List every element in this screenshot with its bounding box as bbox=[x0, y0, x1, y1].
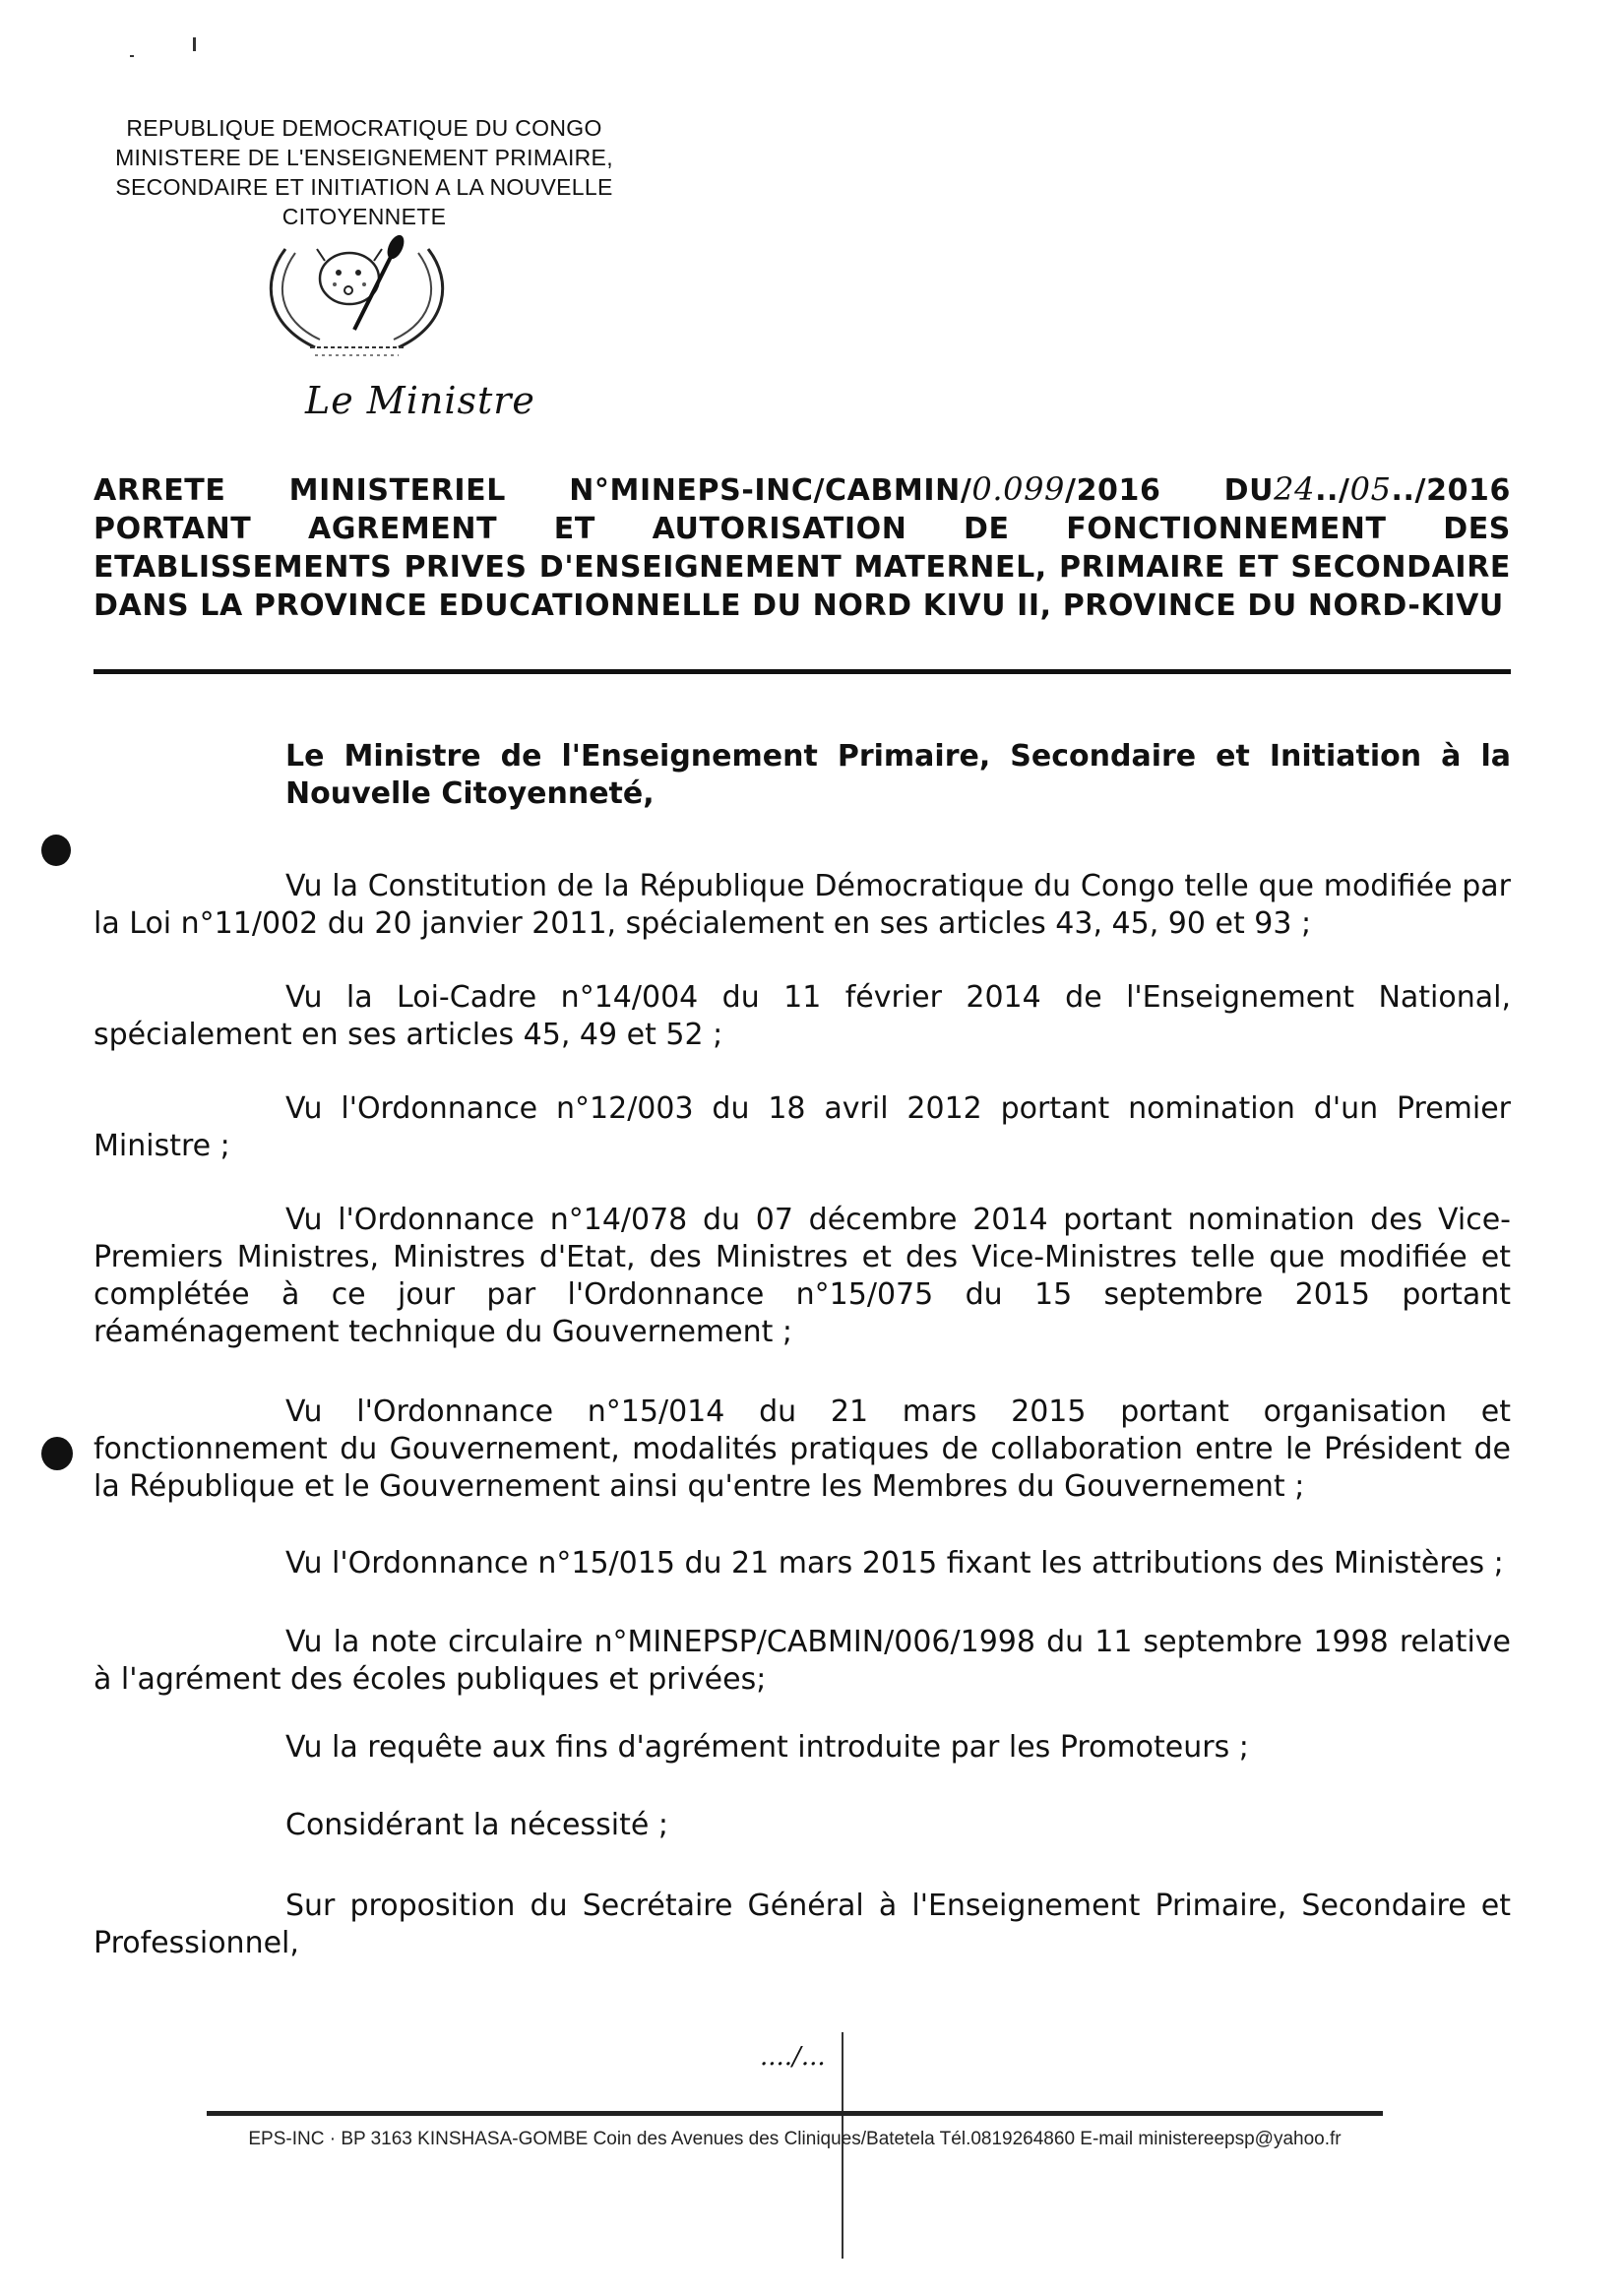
footer-rule bbox=[207, 2111, 1383, 2116]
preamble-paragraph: Vu la note circulaire n°MINEPSP/CABMIN/006/1998 du 11 septembre 1998 relative à l'agrément des écoles publiques et privées; bbox=[94, 1625, 1511, 1697]
letterhead-ministry-line3: CITOYENNETE bbox=[281, 204, 447, 229]
decree-date-suffix: ../2016 bbox=[1391, 473, 1511, 508]
preamble-paragraph: Vu la requête aux fins d'agrément introduite par les Promoteurs ; bbox=[285, 1730, 1249, 1765]
decree-day-separator: ../ bbox=[1315, 473, 1350, 508]
letterhead-ministry-line2: SECONDAIRE ET INITIATION A LA NOUVELLE bbox=[115, 174, 613, 200]
preamble-paragraph: Vu l'Ordonnance n°15/014 du 21 mars 2015 portant organisation et fonctionnement du Gouvernement, modalités pratiques de collaboration entre le Président de la République et le Gouvernement ainsi qu'entre les Membres du Gouvernement ; bbox=[94, 1395, 1511, 1504]
addressee: Le Ministre de l'Enseignement Primaire, Secondaire et Initiation à la Nouvelle Citoyenneté, bbox=[285, 739, 1511, 811]
preamble-paragraph: Vu l'Ordonnance n°14/078 du 07 décembre 2014 portant nomination des Vice-Premiers Ministres, Ministres d'Etat, des Ministres et des Vice-Ministres telle que modifiée et complétée à ce jour par l'Ordonnance n°15/075 du 15 septembre 2015 portant réaménagement technique du Gouvernement ; bbox=[94, 1203, 1511, 1349]
decree-title bbox=[94, 470, 1511, 625]
decree-subject: PORTANT AGREMENT ET AUTORISATION DE FONCTIONNEMENT DES ETABLISSEMENTS PRIVES D'ENSEIGNEMENT MATERNEL, PRIMAIRE ET SECONDAIRE DANS LA PROVINCE EDUCATIONNELLE DU NORD KIVU II, PROVINCE DU NORD-KIVU bbox=[94, 512, 1511, 623]
decree-number-handwritten: 0.099 bbox=[971, 470, 1066, 508]
letterhead bbox=[79, 113, 650, 231]
preamble-paragraph: Considérant la nécessité ; bbox=[285, 1808, 668, 1842]
scan-mark bbox=[193, 37, 196, 51]
preamble-paragraph: Vu l'Ordonnance n°15/015 du 21 mars 2015 fixant les attributions des Ministères ; bbox=[285, 1546, 1504, 1581]
letterhead-ministry-line1: MINISTERE DE L'ENSEIGNEMENT PRIMAIRE, bbox=[115, 145, 613, 170]
minister-signature-title: Le Ministre bbox=[305, 379, 535, 422]
footer-address: EPS-INC · BP 3163 KINSHASA-GOMBE Coin des Avenues des Cliniques/Batetela Tél.0819264860 E-mail ministereepsp@yahoo.fr bbox=[248, 2129, 1342, 2149]
paraph-initials: ..../... bbox=[760, 2042, 826, 2072]
scan-mark bbox=[130, 55, 134, 57]
preamble-paragraph: Sur proposition du Secrétaire Général à l'Enseignement Primaire, Secondaire et Professionnel, bbox=[94, 1889, 1511, 1960]
decree-month-handwritten: 05 bbox=[1349, 470, 1392, 508]
decree-year: /2016 DU bbox=[1065, 473, 1275, 508]
decree-day-handwritten: 24 bbox=[1274, 470, 1316, 508]
preamble-paragraph: Vu la Loi-Cadre n°14/004 du 11 février 2014 de l'Enseignement National, spécialement en ses articles 45, 49 et 52 ; bbox=[94, 980, 1511, 1052]
preamble-paragraph: Vu l'Ordonnance n°12/003 du 18 avril 2012 portant nomination d'un Premier Ministre ; bbox=[94, 1091, 1511, 1163]
decree-title-prefix: ARRETE MINISTERIEL N°MINEPS-INC/CABMIN/ bbox=[94, 473, 972, 508]
punch-hole-mark bbox=[41, 1437, 73, 1470]
coat-of-arms-icon bbox=[256, 231, 458, 364]
punch-hole-mark bbox=[41, 835, 71, 866]
preamble-paragraph: Vu la Constitution de la République Démocratique du Congo telle que modifiée par la Loi n°11/002 du 20 janvier 2011, spécialement en ses articles 43, 45, 90 et 93 ; bbox=[94, 869, 1511, 941]
title-underline bbox=[94, 669, 1511, 674]
letterhead-country: REPUBLIQUE DEMOCRATIQUE DU CONGO bbox=[126, 115, 602, 141]
